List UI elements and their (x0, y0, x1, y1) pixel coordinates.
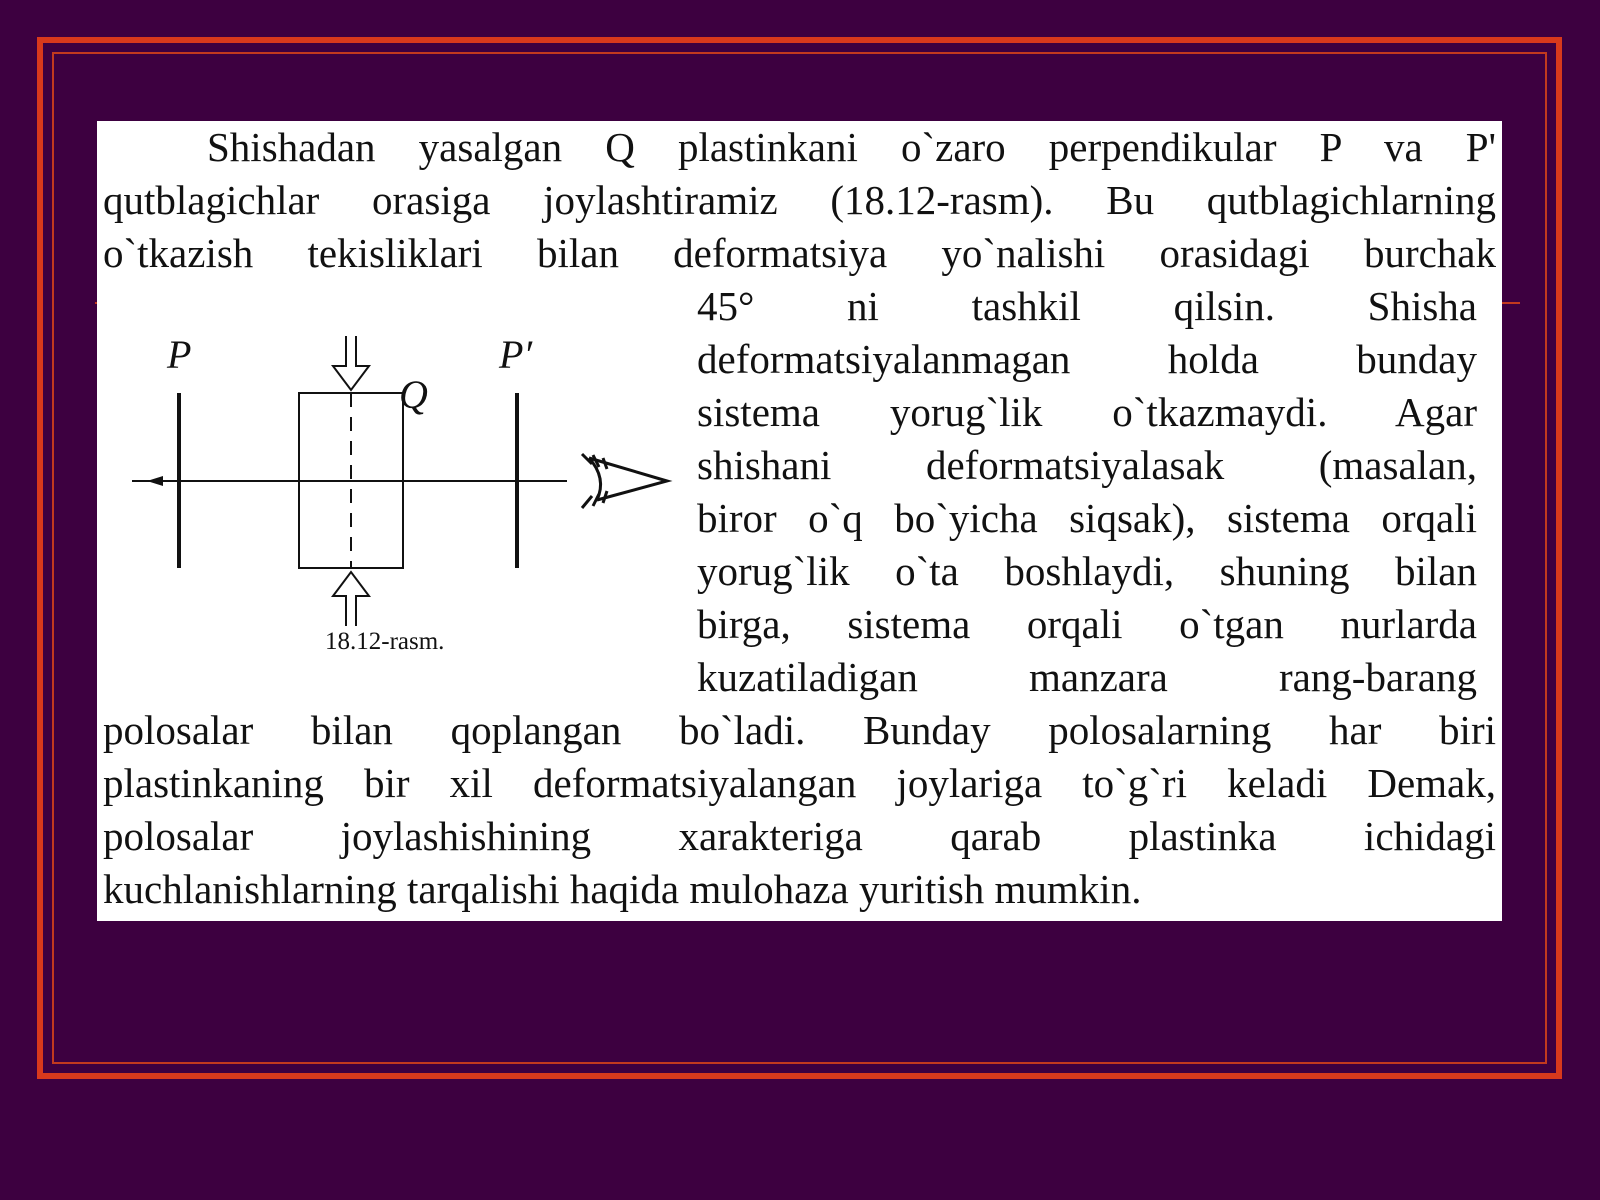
text-line: plastinkaning bir xil deformatsiyalangan joylariga to`g`ri keladi Demak, (103, 760, 1496, 806)
text-panel (97, 121, 1502, 921)
axis-arrow-icon (147, 476, 163, 486)
text-line: birga, sistema orqali o`tgan nurlarda (697, 601, 1477, 647)
text-line: shishani deformatsiyalasak (masalan, (697, 442, 1477, 488)
text-line: polosalar joylashishining xarakteriga qarab plastinka ichidagi (103, 813, 1496, 859)
compression-arrow-top-icon (333, 336, 369, 390)
text-line: kuzatiladigan manzara rang-barang (697, 654, 1477, 700)
text-line: qutblagichlar orasiga joylashtiramiz (18.12-rasm). Bu qutblagichlarning (103, 177, 1496, 223)
text-line: sistema yorug`lik o`tkazmaydi. Agar (697, 389, 1477, 435)
text-line: o`tkazish tekisliklari bilan deformatsiya yo`nalishi orasidagi burchak (103, 230, 1496, 276)
label-q: Q (399, 372, 428, 417)
text-line: 45° ni tashkil qilsin. Shisha (697, 283, 1477, 329)
compression-arrow-bottom-icon (333, 572, 369, 626)
paragraph-upper (103, 121, 1496, 280)
paragraph-lower (103, 704, 1496, 916)
text-line: Shishadan yasalgan Q plastinkani o`zaro perpendikular P va P' (207, 124, 1496, 170)
text-line: kuchlanishlarning tarqalishi haqida mulohaza yuritish mumkin. (103, 866, 1142, 912)
eye-icon (582, 454, 667, 508)
text-line: yorug`lik o`ta boshlaydi, shuning bilan (697, 548, 1477, 594)
paragraph-right-column (697, 280, 1477, 704)
figure-18-12 (127, 328, 697, 688)
text-line: polosalar bilan qoplangan bo`ladi. Bunday polosalarning har biri (103, 707, 1496, 753)
label-p: P (167, 332, 192, 377)
text-line: deformatsiyalanmagan holda bunday (697, 336, 1477, 382)
figure-caption: 18.12-rasm. (325, 628, 445, 655)
text-line: biror o`q bo`yicha siqsak), sistema orqali (697, 495, 1477, 541)
label-p-prime: P′ (499, 332, 533, 377)
